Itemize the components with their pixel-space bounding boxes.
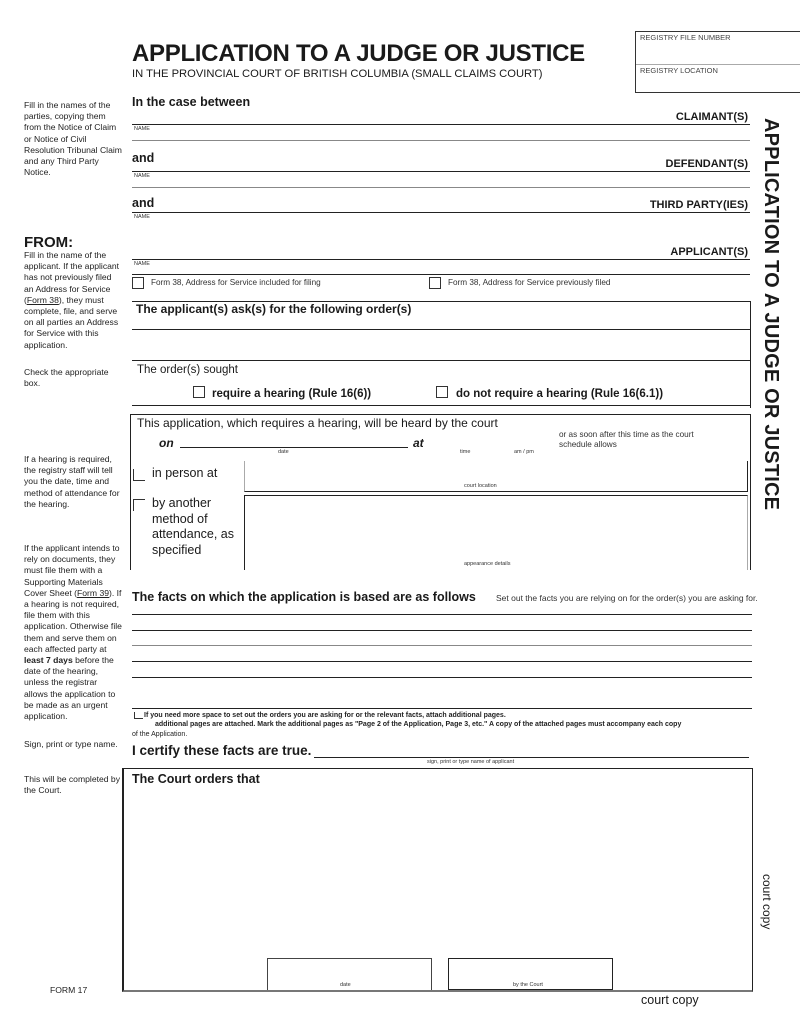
address-previously-filed-checkbox[interactable] (429, 277, 441, 289)
facts-line-6[interactable] (132, 708, 752, 709)
claimant-name-caption: NAME (134, 126, 150, 132)
by-the-court-caption: by the Court (513, 982, 543, 988)
applicant-name-caption: NAME (134, 261, 150, 267)
registry-box (635, 31, 800, 93)
case-between-label: In the case between (132, 95, 251, 109)
note-check-box: Check the appropriate box. (24, 367, 109, 389)
third-party-name-caption: NAME (134, 214, 150, 220)
more-space-note-3: of the Application. (132, 731, 188, 738)
note-court: This will be completed by the Court. (24, 774, 121, 796)
third-party-label: THIRD PARTY(IES) (649, 199, 748, 211)
note-sign: Sign, print or type name. (24, 739, 118, 749)
signature-caption: sign, print or type name of applicant (427, 759, 515, 765)
no-hearing-label: do not require a hearing (Rule 16(6.1)) (456, 388, 664, 400)
from-heading: FROM: (24, 234, 74, 251)
applicant-signature-line[interactable] (314, 757, 749, 758)
facts-line-5[interactable] (132, 677, 752, 678)
in-person-checkbox[interactable] (133, 469, 145, 481)
hearing-at-label: at (413, 436, 424, 450)
applicant-underline (132, 274, 750, 275)
claimant-label: CLAIMANT(S) (675, 111, 748, 123)
defendant-label: DEFENDANT(S) (665, 158, 748, 170)
defendant-underline (132, 187, 750, 188)
registry-file-number-label: REGISTRY FILE NUMBER (640, 33, 731, 42)
applicant-label: APPLICANT(S) (670, 246, 748, 258)
note-documents: If the applicant intends to rely on documents, they must file them with a Supporting Materials Cover Sheet (Form 39). If a hearing is not required, file them with this application. Otherwise file them and serve them on each affected party at least 7 days before the date of the hearing, unless the registrar allows the application to be made as an urgent application. (24, 543, 122, 722)
hearing-on-label: on (159, 436, 174, 450)
address-previously-filed-label: Form 38, Address for Service previously filed (448, 278, 611, 287)
court-location-caption: court location (464, 483, 497, 489)
and-label-2: and (132, 196, 155, 210)
note-from: Fill in the name of the applicant. If the applicant has not previously filed an Address for Service (Form 38), they must complete, file, and serve on all parties an Address for Service with this application. (24, 250, 120, 350)
registry-location-label: REGISTRY LOCATION (640, 66, 718, 75)
hearing-date-caption: date (278, 449, 289, 455)
hearing-ampm-caption: am / pm (514, 449, 534, 455)
more-space-note-1: If you need more space to set out the orders you are asking for or the relevant facts, attach additional pages. (144, 712, 506, 719)
facts-line-4[interactable] (132, 661, 752, 662)
court-orders-heading: The Court orders that (132, 772, 260, 786)
claimant-underline (132, 140, 750, 141)
facts-line-1[interactable] (132, 614, 752, 615)
hearing-time-caption: time (460, 449, 471, 455)
address-included-label: Form 38, Address for Service included for filing (151, 278, 321, 287)
hearing-date-line[interactable] (180, 447, 408, 448)
applicant-name-line[interactable] (132, 259, 750, 260)
third-party-name-line[interactable] (132, 212, 750, 213)
orders-sought-label: The order(s) sought (137, 364, 238, 376)
defendant-name-caption: NAME (134, 173, 150, 179)
form-39-link[interactable]: Form 39 (77, 587, 110, 598)
orders-bottom-line (132, 405, 751, 406)
facts-heading: The facts on which the application is based are as follows (132, 590, 476, 604)
appearance-details-field[interactable] (244, 495, 748, 570)
vertical-side-title: APPLICATION TO A JUDGE OR JUSTICE (760, 118, 782, 511)
hearing-soon-note: or as soon after this time as the court schedule allows (559, 430, 694, 449)
form-title: APPLICATION TO A JUDGE OR JUSTICE (132, 40, 585, 67)
appearance-details-caption: appearance details (464, 561, 511, 567)
facts-line-2[interactable] (132, 630, 752, 631)
require-hearing-checkbox[interactable] (193, 386, 205, 398)
orders-line-1[interactable] (132, 329, 751, 330)
orders-line-2[interactable] (132, 360, 751, 361)
form-subtitle: IN THE PROVINCIAL COURT OF BRITISH COLUMBIA (SMALL CLAIMS COURT) (132, 68, 543, 80)
form-38-link[interactable]: Form 38 (26, 294, 59, 305)
form-number: FORM 17 (50, 985, 88, 995)
orders-heading: The applicant(s) ask(s) for the following order(s) (136, 302, 412, 316)
no-hearing-checkbox[interactable] (436, 386, 448, 398)
hearing-intro: This application, which requires a hearing, will be heard by the court (137, 416, 498, 430)
other-method-checkbox[interactable] (133, 499, 145, 511)
require-hearing-label: require a hearing (Rule 16(6)) (212, 388, 372, 400)
defendant-name-line[interactable] (132, 171, 750, 172)
facts-instruction: Set out the facts you are relying on for the order(s) you are asking for. (496, 593, 758, 603)
note-hearing: If a hearing is required, the registry staff will tell you the date, time and method of attendance for the hearing. (24, 454, 120, 509)
court-copy-label: court copy (641, 993, 699, 1007)
address-included-checkbox[interactable] (132, 277, 144, 289)
in-person-label: in person at (152, 466, 218, 480)
registry-divider (636, 64, 800, 65)
claimant-name-line[interactable] (132, 124, 750, 125)
certify-statement: I certify these facts are true. (132, 743, 312, 758)
court-order-date-caption: date (340, 982, 351, 988)
court-orders-box (122, 768, 753, 992)
other-method-label: by another method of attendance, as specified (152, 496, 235, 557)
more-space-note-2: additional pages are attached. Mark the additional pages as "Page 2 of the Application, Page 3, etc." A copy of the attached pages must accompany each copy (155, 721, 682, 728)
additional-pages-checkbox[interactable] (134, 712, 143, 719)
facts-line-3[interactable] (132, 645, 752, 646)
and-label-1: and (132, 151, 155, 165)
note-parties: Fill in the names of the parties, copying them from the Notice of Claim or Notice of Civil Resolution Tribunal Claim and any Third Party Notice. (24, 100, 122, 178)
